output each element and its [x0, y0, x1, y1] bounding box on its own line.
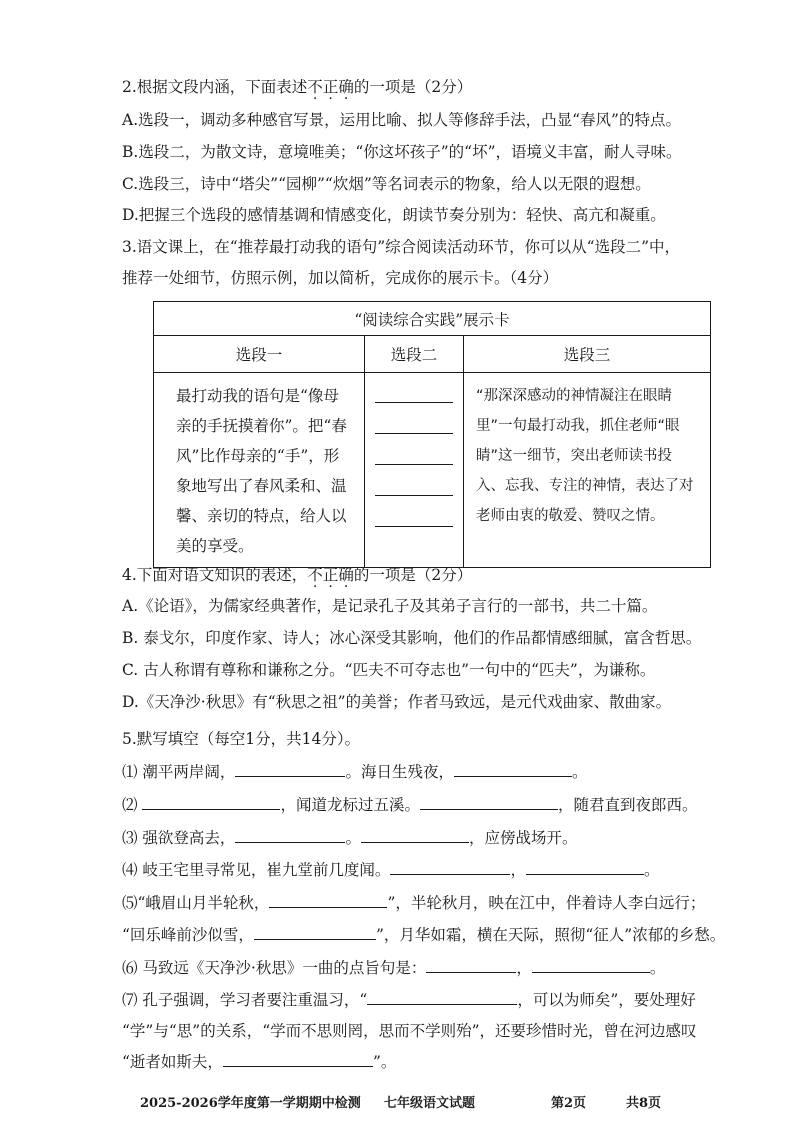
q5-item-4: ⑷ 岐王宅里寻常见，崔九堂前几度闻。 ， 。: [122, 861, 660, 879]
fill-blank[interactable]: [269, 893, 387, 908]
q4-option-c: C. 古人称谓有尊称和谦称之分。“匹夫不可夺志也”一句中的“匹夫”，为谦称。: [122, 661, 656, 679]
example-section1: [154, 373, 365, 568]
q2-option-a: A.选段一，调动多种感官写景，运用比喻、拟人等修辞手法，凸显“春风”的特点。: [122, 111, 681, 129]
col-head-section3: 选段三: [464, 336, 711, 373]
answer-blank[interactable]: [375, 387, 453, 403]
emphasis-char: 正: [322, 78, 339, 96]
q3-stem-line2: 推荐一处细节，仿照示例，加以简析，完成你的展示卡。（4分）: [122, 269, 559, 287]
q2-option-d: D.把握三个选段的感情基调和情感变化，朗读节奏分别为：轻快、高亢和凝重。: [122, 206, 666, 224]
q4-stem: 4.下面对语文知识的表述，不正确的一项是（2分）: [122, 566, 473, 584]
col-head-section1: 选段一: [154, 336, 365, 373]
fill-blank[interactable]: [235, 828, 345, 843]
answer-blank[interactable]: [375, 418, 453, 434]
fill-blank[interactable]: [367, 990, 517, 1005]
q5-item-5a: ⑸“峨眉山月半轮秋， ”，半轮秋月，映在江中，伴着诗人李白远行；: [122, 894, 706, 912]
fill-blank[interactable]: [420, 795, 558, 810]
answer-blank[interactable]: [375, 480, 453, 496]
q2-option-c: C.选段三，诗中“塔尖”“园柳”“炊烟”等名词表示的物象，给人以无限的遐想。: [122, 175, 651, 193]
footer-exam-title: 2025-2026学年度第一学期期中检测: [140, 1096, 361, 1111]
fill-blank[interactable]: [235, 762, 345, 777]
q4-option-a: A.《论语》，为儒家经典著作，是记录孔子及其弟子言行的一部书，共二十篇。: [122, 597, 658, 615]
fill-blank[interactable]: [532, 958, 650, 973]
fill-blank[interactable]: [142, 795, 280, 810]
emphasis-char: 正: [322, 566, 339, 584]
example-section3: [464, 373, 711, 568]
display-card-table: [153, 301, 711, 568]
q5-item-6: ⑹ 马致远《天净沙·秋思》一曲的点旨句是： ， 。: [122, 959, 666, 977]
emphasis-char: 确: [338, 78, 354, 96]
footer-subject: 七年级语文试题: [384, 1096, 476, 1111]
emphasis-char: 不: [307, 566, 323, 584]
q2-stem: 2.根据文段内涵，下面表述不正确的一项是（2分）: [122, 78, 473, 96]
fill-blank[interactable]: [390, 860, 510, 875]
footer-page-total: 共8页: [626, 1096, 662, 1111]
fill-blank[interactable]: [254, 925, 376, 940]
fill-blank[interactable]: [526, 860, 644, 875]
q5-item-7b: “学”与“思”的关系，“学而不思则罔，思而不学则殆”，还要珍惜时光，曾在河边感叹: [122, 1022, 697, 1040]
example-text-3: “那深深感动的神情凝注在眼睛里”一句最打动我，抓住老师“眼睛”这一细节，突出老师读书投入、忘我、专注的神情，表达了对老师由衷的敬爱、赞叹之情。: [476, 388, 694, 524]
q5-item-2: ⑵ ，闻道龙标过五溪。 ，随君直到夜郎西。: [122, 796, 698, 814]
q5-item-7a: ⑺ 孔子强调，学习者要注重温习，“ ，可以为师矣”，要处理好: [122, 991, 696, 1009]
fill-blank[interactable]: [426, 958, 516, 973]
col-head-section2: 选段二: [365, 336, 464, 373]
emphasis-char: 确: [338, 566, 354, 584]
example-text-1: 最打动我的语句是“像母亲的手抚摸着你”。把“春风”比作母亲的“手”，形象地写出了春风柔和、温馨、亲切的特点，给人以美的享受。: [176, 387, 347, 555]
fill-blank[interactable]: [223, 1052, 373, 1067]
q2-option-b: B.选段二，为散文诗，意境唯美；“你这坏孩子”的“坏”，语境义丰富，耐人寻味。: [122, 143, 682, 161]
card-title: “阅读综合实践”展示卡: [154, 302, 711, 336]
footer-page-number: 第2页: [551, 1096, 587, 1111]
q5-item-5b: “回乐峰前沙似雪， ”，月华如霜，横在天际，照彻“征人”浓郁的乡愁。: [122, 926, 726, 944]
q5-item-7c: “逝者如斯夫， ”。: [122, 1053, 397, 1071]
answer-blank[interactable]: [375, 511, 453, 527]
q3-stem-line1: 3.语文课上，在“推荐最打动我的语句”综合阅读活动环节，你可以从“选段二”中，: [122, 238, 680, 256]
emphasis-char: 不: [307, 78, 323, 96]
q5-stem: 5.默写填空（每空1分，共14分）。: [122, 730, 361, 748]
answer-blank[interactable]: [375, 449, 453, 465]
q4-option-d: D.《天净沙·秋思》有“秋思之祖”的美誉；作者马致远，是元代戏曲家、散曲家。: [122, 693, 672, 711]
answer-blanks-section2: [365, 373, 464, 568]
fill-blank[interactable]: [454, 762, 572, 777]
fill-blank[interactable]: [361, 828, 469, 843]
q5-item-1: ⑴ 潮平两岸阔， 。海日生残夜， 。: [122, 763, 588, 781]
q4-option-b: B. 泰戈尔，印度作家、诗人；冰心深受其影响，他们的作品都情感细腻，富含哲思。: [122, 629, 702, 647]
q5-item-3: ⑶ 强欲登高去， 。 ，应傍战场开。: [122, 829, 578, 847]
